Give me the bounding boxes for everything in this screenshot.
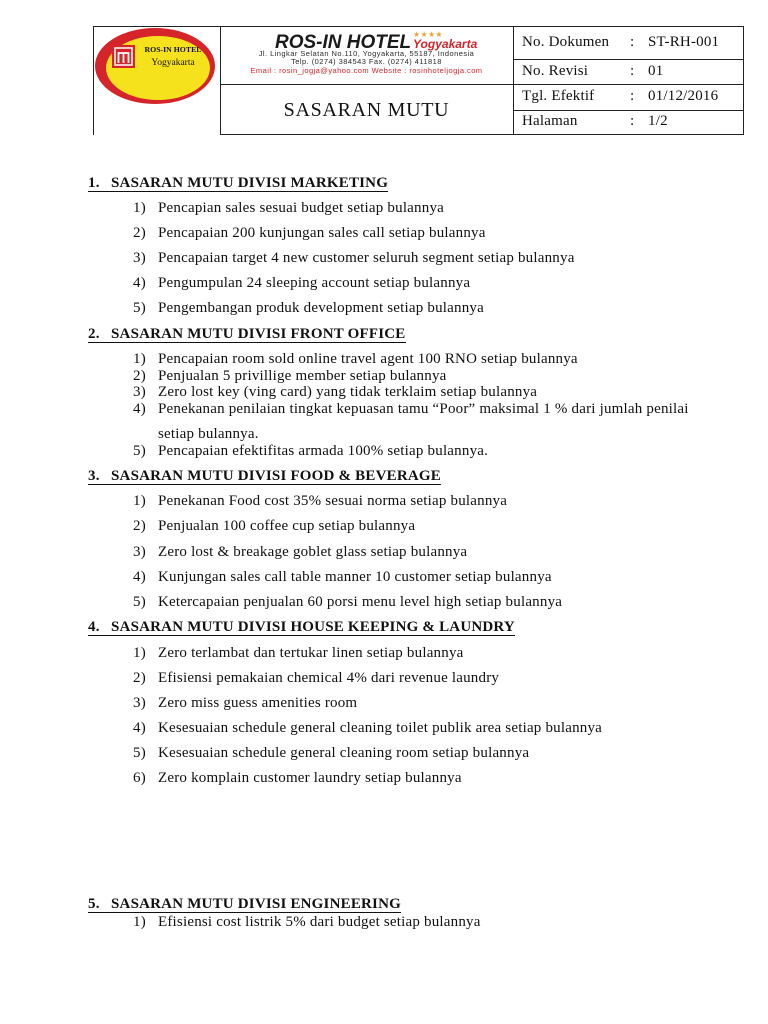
item-text: Zero komplain customer laundry setiap bulannya <box>158 770 462 786</box>
section-number: 2. <box>88 326 100 342</box>
item-number: 4) <box>133 401 146 417</box>
list-item <box>133 594 562 611</box>
item-text: Penjualan 100 coffee cup setiap bulannya <box>158 518 416 534</box>
item-text: Penjualan 5 privillige member setiap bulannya <box>158 368 447 384</box>
list-item <box>133 770 462 787</box>
meta-row-divider <box>513 59 744 60</box>
list-item <box>133 569 552 586</box>
item-number: 1) <box>133 914 146 930</box>
item-number: 3) <box>133 544 146 560</box>
list-item <box>133 720 602 737</box>
list-item <box>133 225 486 242</box>
revision-separator: : <box>630 63 635 79</box>
list-item <box>133 351 578 368</box>
section-title: SASARAN MUTU DIVISI FRONT OFFICE <box>111 326 406 342</box>
item-number: 1) <box>133 645 146 661</box>
meta-row-divider <box>513 110 744 111</box>
item-text: Pencapaian room sold online travel agent 100 RNO setiap bulannya <box>158 351 578 367</box>
list-item <box>133 275 470 292</box>
revision-label: No. Revisi <box>522 63 589 79</box>
list-item <box>133 443 488 460</box>
list-item <box>133 518 415 535</box>
item-text: Kesesuaian schedule general cleaning toilet publik area setiap bulannya <box>158 720 603 736</box>
list-item <box>133 670 499 687</box>
item-number: 5) <box>133 745 146 761</box>
list-item <box>133 401 689 418</box>
effective-date-value: 01/12/2016 <box>648 88 719 104</box>
logo-city: Yogyakarta <box>151 58 195 68</box>
item-number: 2) <box>133 670 146 686</box>
logo-name: ROS-IN HOTEL <box>144 45 202 54</box>
item-text: Kunjungan sales call table manner 10 customer setiap bulannya <box>158 569 552 585</box>
item-number: 1) <box>133 200 146 216</box>
section-heading <box>88 469 441 485</box>
item-number: 5) <box>133 300 146 316</box>
item-text: Pencapaian 200 kunjungan sales call setiap bulannya <box>158 225 486 241</box>
list-item <box>133 300 484 317</box>
item-text: Kesesuaian schedule general cleaning room setiap bulannya <box>158 745 530 761</box>
section-heading <box>88 327 406 343</box>
section-title: SASARAN MUTU DIVISI MARKETING <box>111 175 389 191</box>
header-row-divider <box>220 84 744 85</box>
item-number: 4) <box>133 720 146 736</box>
item-number: 3) <box>133 250 146 266</box>
item-number: 1) <box>133 351 146 367</box>
header-table-right-border <box>743 26 744 135</box>
item-number: 2) <box>133 368 146 384</box>
list-item <box>133 250 575 267</box>
item-text: Pengumpulan 24 sleeping account setiap bulannya <box>158 275 471 291</box>
effective-date-separator: : <box>630 88 635 104</box>
item-text: Efisiensi cost listrik 5% dari budget setiap bulannya <box>158 914 481 930</box>
item-text: Ketercapaian penjualan 60 porsi menu level high setiap bulannya <box>158 594 563 610</box>
document-title: SASARAN MUTU <box>283 99 450 121</box>
item-number: 4) <box>133 275 146 291</box>
page-separator: : <box>630 113 635 129</box>
list-item <box>133 695 357 712</box>
list-item <box>133 914 481 931</box>
item-text: Pengembangan produk development setiap bulannya <box>158 300 484 316</box>
item-number: 5) <box>133 594 146 610</box>
list-item <box>133 745 529 762</box>
section-title: SASARAN MUTU DIVISI ENGINEERING <box>111 896 401 912</box>
section-title: SASARAN MUTU DIVISI HOUSE KEEPING & LAUNDRY <box>111 619 515 635</box>
item-number: 1) <box>133 493 146 509</box>
list-item <box>133 544 467 561</box>
section-heading <box>88 176 388 192</box>
page-value: 1/2 <box>648 113 668 129</box>
item-text: Penekanan penilaian tingkat kepuasan tamu “Poor” maksimal 1 % dari jumlah penilai <box>158 401 689 417</box>
item-text: Zero lost & breakage goblet glass setiap bulannya <box>158 544 468 560</box>
item-text: Zero lost key (ving card) yang tidak terklaim setiap bulannya <box>158 384 538 400</box>
hotel-contact: Email : rosin_jogja@yahoo.com Website : rosinhoteljogja.com <box>250 66 483 75</box>
list-item <box>133 200 444 217</box>
hotel-city: Yogyakarta <box>413 37 478 51</box>
section-heading <box>88 897 401 913</box>
item-number: 4) <box>133 569 146 585</box>
item-text: Pencapian sales sesuai budget setiap bulannya <box>158 200 445 216</box>
star-rating: ★★★★ <box>413 30 443 39</box>
section-number: 3. <box>88 468 100 484</box>
section-number: 5. <box>88 896 100 912</box>
page-label: Halaman <box>522 113 578 129</box>
item-text: Zero terlambat dan tertukar linen setiap bulannya <box>158 645 464 661</box>
section-number: 4. <box>88 619 100 635</box>
logo-emblem-icon <box>112 45 135 68</box>
hotel-address: Jl. Lingkar Selatan No.110, Yogyakarta, 55187, Indonesia <box>258 49 475 58</box>
item-text: Pencapaian target 4 new customer seluruh segment setiap bulannya <box>158 250 575 266</box>
section-number: 1. <box>88 175 100 191</box>
document-number-separator: : <box>630 34 635 50</box>
list-item <box>133 368 447 385</box>
item-text: Efisiensi pemakaian chemical 4% dari revenue laundry <box>158 670 500 686</box>
item-text: Penekanan Food cost 35% sesuai norma setiap bulannya <box>158 493 508 509</box>
revision-value: 01 <box>648 63 664 79</box>
item-number: 3) <box>133 384 146 400</box>
list-item <box>133 384 537 401</box>
item-number: 6) <box>133 770 146 786</box>
item-text: Zero miss guess amenities room <box>158 695 358 711</box>
hotel-logo <box>94 27 218 107</box>
list-item <box>133 493 507 510</box>
document-number-value: ST-RH-001 <box>648 34 720 50</box>
section-title: SASARAN MUTU DIVISI FOOD & BEVERAGE <box>111 468 441 484</box>
header-meta-divider <box>513 26 514 135</box>
section-heading <box>88 620 515 636</box>
list-item-continuation: setiap bulannya. <box>158 426 259 442</box>
item-number: 3) <box>133 695 146 711</box>
item-number: 2) <box>133 225 146 241</box>
item-text: Pencapaian efektifitas armada 100% setiap bulannya. <box>158 443 489 459</box>
hotel-phone: Telp. (0274) 384543 Fax. (0274) 411818 <box>291 57 442 66</box>
effective-date-label: Tgl. Efektif <box>522 88 595 104</box>
list-item <box>133 645 464 662</box>
item-number: 5) <box>133 443 146 459</box>
item-number: 2) <box>133 518 146 534</box>
document-number-label: No. Dokumen <box>522 34 610 50</box>
header-table-bottom-border <box>220 134 744 135</box>
hotel-name: ROS-IN HOTEL <box>275 32 412 53</box>
